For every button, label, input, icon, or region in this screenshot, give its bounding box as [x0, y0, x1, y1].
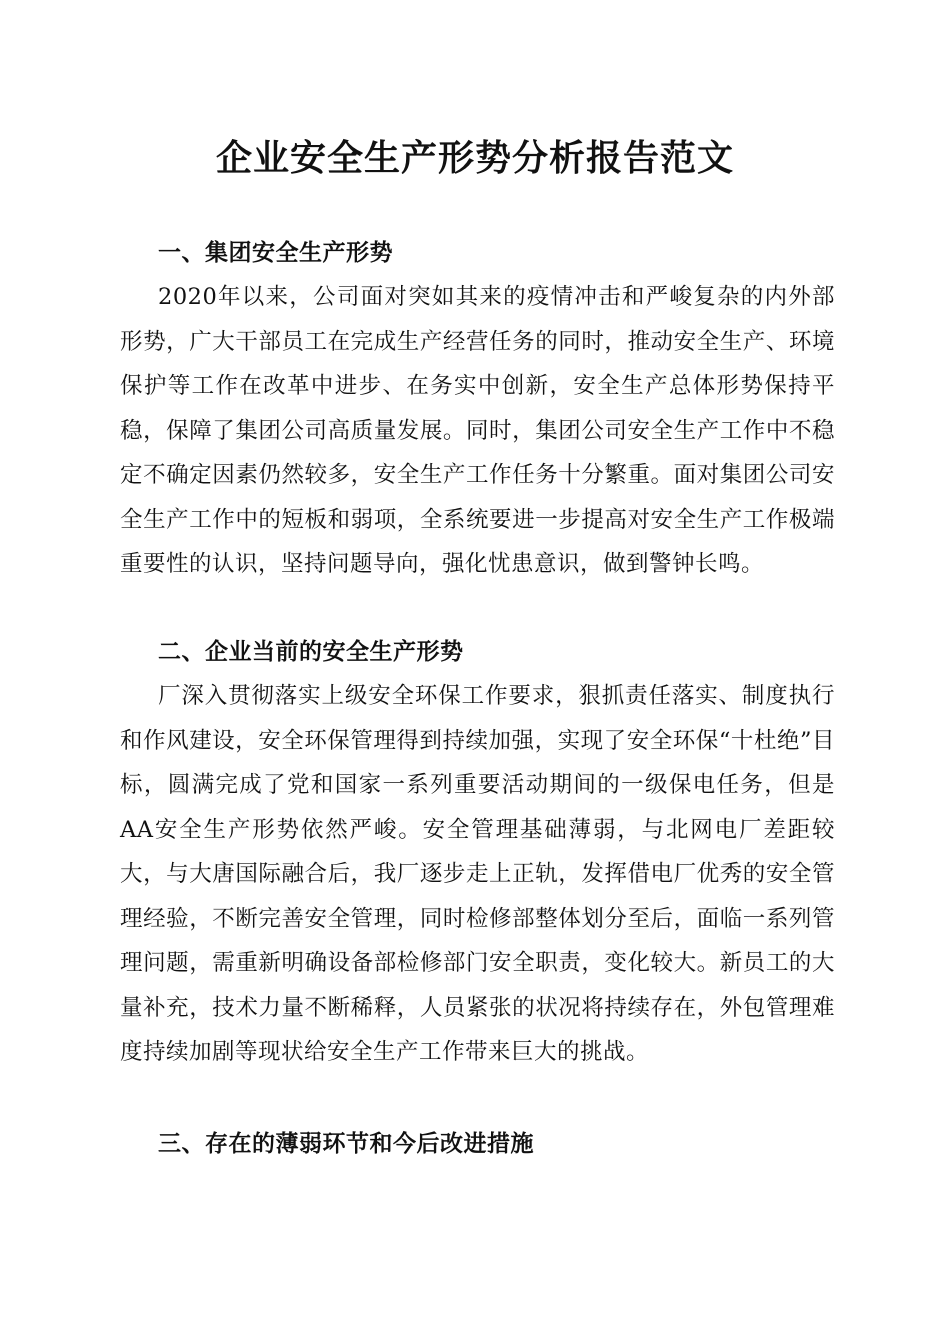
section-paragraph: 2020年以来，公司面对突如其来的疫情冲击和严峻复杂的内外部形势，广大干部员工在完成生产经营任务的同时，推动安全生产、环境保护等工作在改革中进步、在务实中创新，安全生产总体形势保持平稳，保障了集团公司高质量发展。同时，集团公司安全生产工作中不稳定不确定因素仍然较多，安全生产工作任务十分繁重。面对集团公司安全生产工作中的短板和弱项，全系统要进一步提高对安全生产工作极端重要性的认识，坚持问题导向，强化忧患意识，做到警钟长鸣。 — [120, 284, 835, 577]
section-heading: 一、集团安全生产形势 — [158, 240, 393, 266]
section-paragraph: 厂深入贯彻落实上级安全环保工作要求，狠抓责任落实、制度执行和作风建设，安全环保管理得到持续加强，实现了安全环保“十杜绝”目标，圆满完成了党和国家一系列重要活动期间的一级保电任务，但是AA安全生产形势依然严峻。安全管理基础薄弱，与北网电厂差距较大，与大唐国际融合后，我厂逐步走上正轨，发挥借电厂优秀的安全管理经验，不断完善安全管理，同时检修部整体划分至后，面临一系列管理问题，需重新明确设备部检修部门安全职责，变化较大。新员工的大量补充，技术力量不断稀释，人员紧张的状况将持续存在，外包管理难度持续加剧等现状给安全生产工作带来巨大的挑战。 — [120, 683, 835, 1065]
section-heading: 二、企业当前的安全生产形势 — [158, 639, 464, 665]
section-2 — [120, 630, 835, 1075]
section-3 — [120, 1122, 835, 1166]
section-1 — [120, 231, 835, 587]
document-title: 企业安全生产形势分析报告范文 — [215, 137, 734, 179]
section-heading: 三、存在的薄弱环节和今后改进措施 — [158, 1131, 534, 1157]
